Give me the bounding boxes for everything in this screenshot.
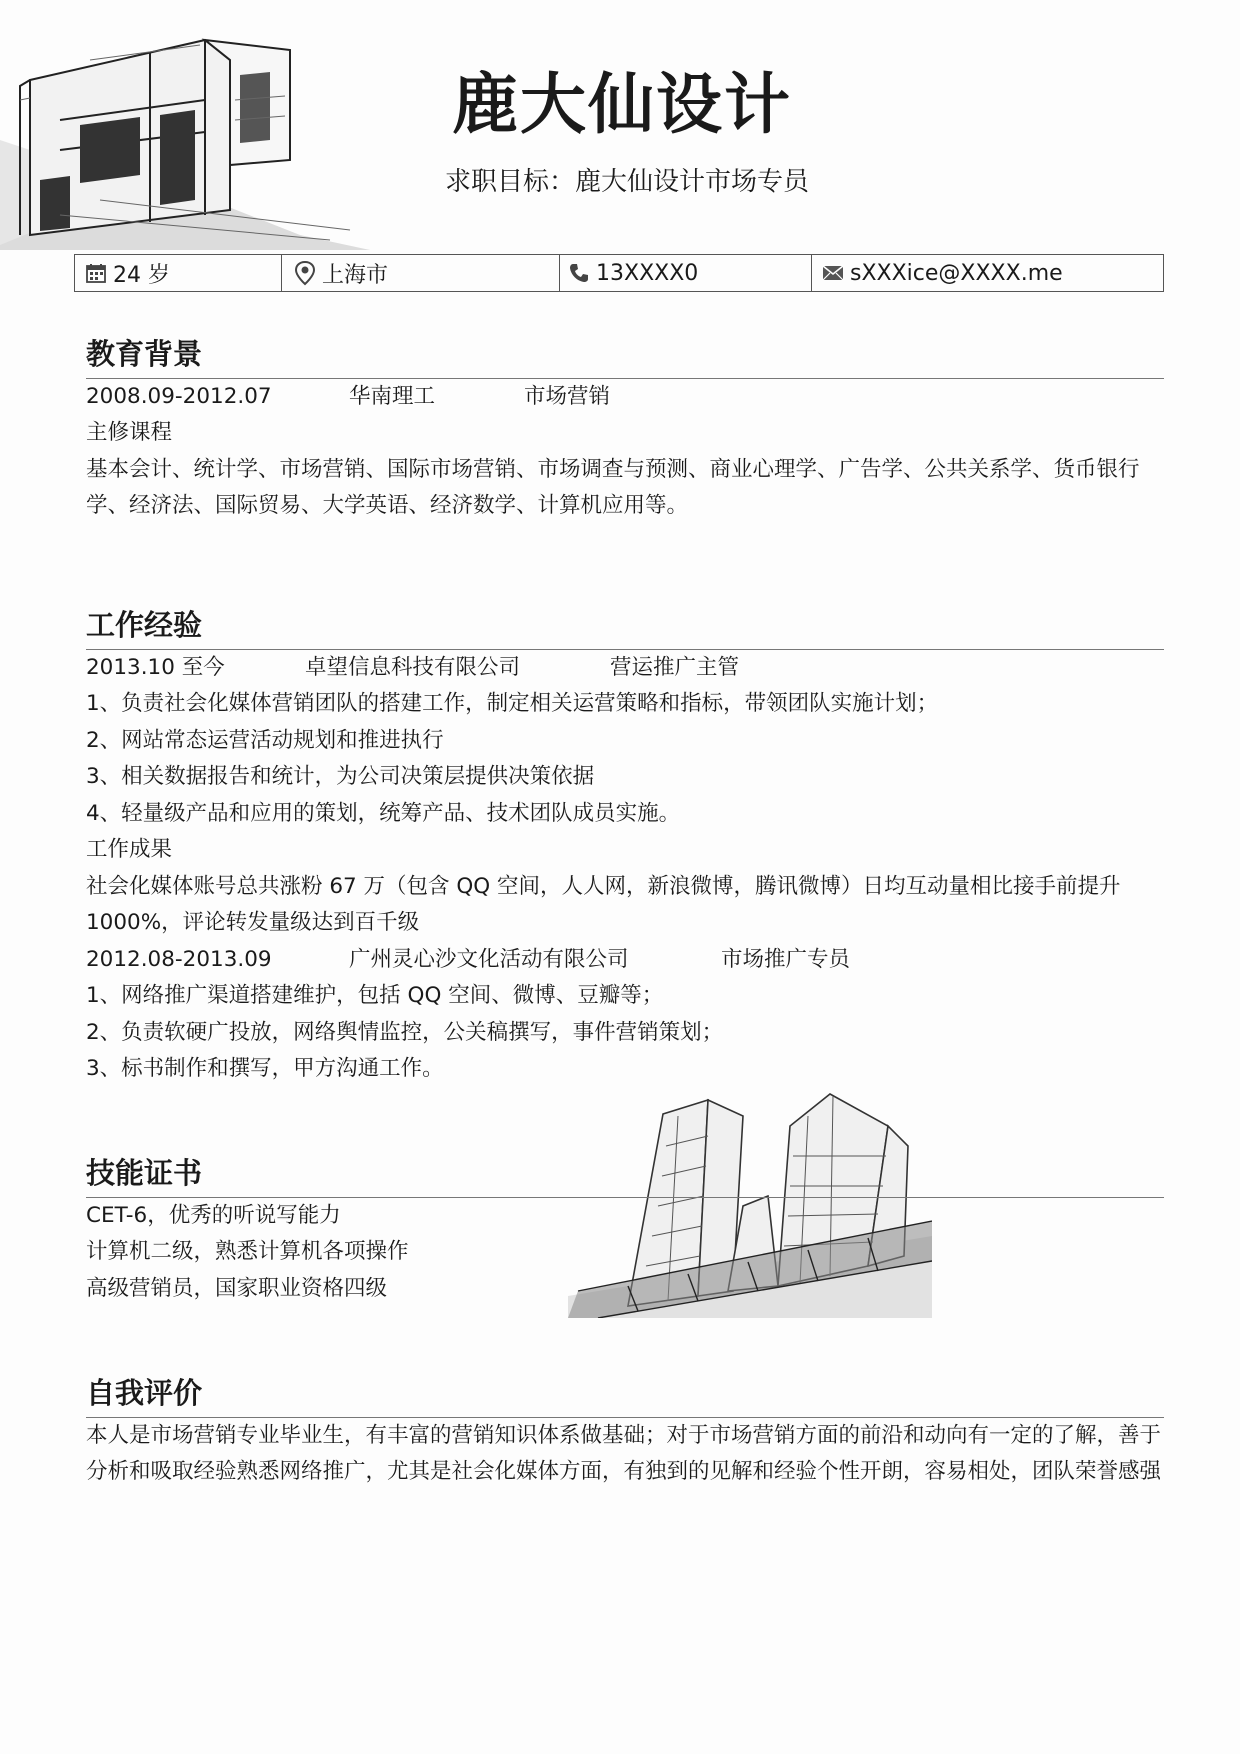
job-header bbox=[86, 650, 1164, 687]
info-city bbox=[281, 255, 559, 291]
job-duty: 3、相关数据报告和统计，为公司决策层提供决策依据 bbox=[86, 764, 595, 790]
job-duty: 2、网站常态运营活动规划和推进执行 bbox=[86, 727, 444, 753]
education-school: 华南理工 bbox=[349, 383, 436, 409]
education-row bbox=[86, 379, 1164, 416]
info-phone bbox=[559, 255, 811, 291]
skill-item: 高级营销员，国家职业资格四级 bbox=[86, 1275, 388, 1301]
resume-name: 鹿大仙设计 bbox=[452, 66, 792, 143]
location-pin-icon bbox=[294, 260, 316, 286]
calendar-icon bbox=[85, 262, 107, 284]
info-age bbox=[75, 255, 281, 291]
job-period: 2013.10 至今 bbox=[86, 654, 225, 680]
job-position: 营运推广主管 bbox=[610, 654, 740, 680]
education-section bbox=[86, 337, 1164, 525]
education-major: 市场营销 bbox=[524, 383, 611, 409]
skills-section bbox=[86, 1156, 1164, 1307]
job-header bbox=[86, 942, 1164, 979]
skill-item: CET-6，优秀的听说写能力 bbox=[86, 1202, 341, 1228]
job-results-label: 工作成果 bbox=[86, 837, 173, 863]
education-period: 2008.09-2012.07 bbox=[86, 383, 272, 409]
house-sketch-illustration bbox=[0, 0, 370, 250]
skill-item: 计算机二级，熟悉计算机各项操作 bbox=[86, 1239, 409, 1265]
info-email bbox=[811, 255, 1163, 291]
job-period: 2012.08-2013.09 bbox=[86, 946, 272, 972]
age-text: 24 岁 bbox=[113, 262, 170, 288]
job-duty: 1、网络推广渠道搭建维护，包括 QQ 空间、微博、豆瓣等； bbox=[86, 983, 664, 1009]
job-position: 市场推广专员 bbox=[721, 946, 851, 972]
job-duty: 2、负责软硬广投放，网络舆情监控，公关稿撰写，事件营销策划； bbox=[86, 1019, 724, 1045]
job-duty: 1、负责社会化媒体营销团队的搭建工作，制定相关运营策略和指标，带领团队实施计划； bbox=[86, 691, 939, 717]
mail-icon bbox=[822, 264, 844, 282]
job-company: 广州灵心沙文化活动有限公司 bbox=[349, 946, 629, 972]
courses-text: 基本会计、统计学、市场营销、国际市场营销、市场调查与预测、商业心理学、广告学、公共关系学、货币银行学、经济法、国际贸易、大学英语、经济数学、计算机应用等。 bbox=[86, 456, 1140, 519]
skills-title: 技能证书 bbox=[86, 1156, 1164, 1198]
courses-label: 主修课程 bbox=[86, 420, 173, 446]
job-duty: 4、轻量级产品和应用的策划，统筹产品、技术团队成员实施。 bbox=[86, 800, 681, 826]
job-company: 卓望信息科技有限公司 bbox=[305, 654, 521, 680]
email-text: sXXXice@XXXX.me bbox=[850, 260, 1063, 286]
job-objective: 求职目标：鹿大仙设计市场专员 bbox=[445, 167, 810, 197]
phone-text: 13XXXX0 bbox=[596, 260, 699, 286]
job-results-text: 社会化媒体账号总共涨粉 67 万（包含 QQ 空间，人人网，新浪微博，腾讯微博）日均互动量相比接手前提升 1000%，评论转发量级达到百千级 bbox=[86, 873, 1121, 936]
self-evaluation-title: 自我评价 bbox=[86, 1376, 1164, 1418]
phone-icon bbox=[568, 262, 590, 284]
education-title: 教育背景 bbox=[86, 337, 1164, 379]
self-evaluation-section bbox=[86, 1376, 1164, 1491]
personal-info-bar bbox=[74, 254, 1164, 292]
self-evaluation-text: 本人是市场营销专业毕业生，有丰富的营销知识体系做基础；对于市场营销方面的前沿和动向有一定的了解，善于分析和吸取经验熟悉网络推广，尤其是社会化媒体方面，有独到的见解和经验个性开朗，容易相处，团队荣誉感强 bbox=[86, 1422, 1162, 1485]
city-text: 上海市 bbox=[322, 262, 389, 288]
job-duty: 3、标书制作和撰写，甲方沟通工作。 bbox=[86, 1056, 444, 1082]
experience-title: 工作经验 bbox=[86, 608, 1164, 650]
experience-section bbox=[86, 608, 1164, 1088]
